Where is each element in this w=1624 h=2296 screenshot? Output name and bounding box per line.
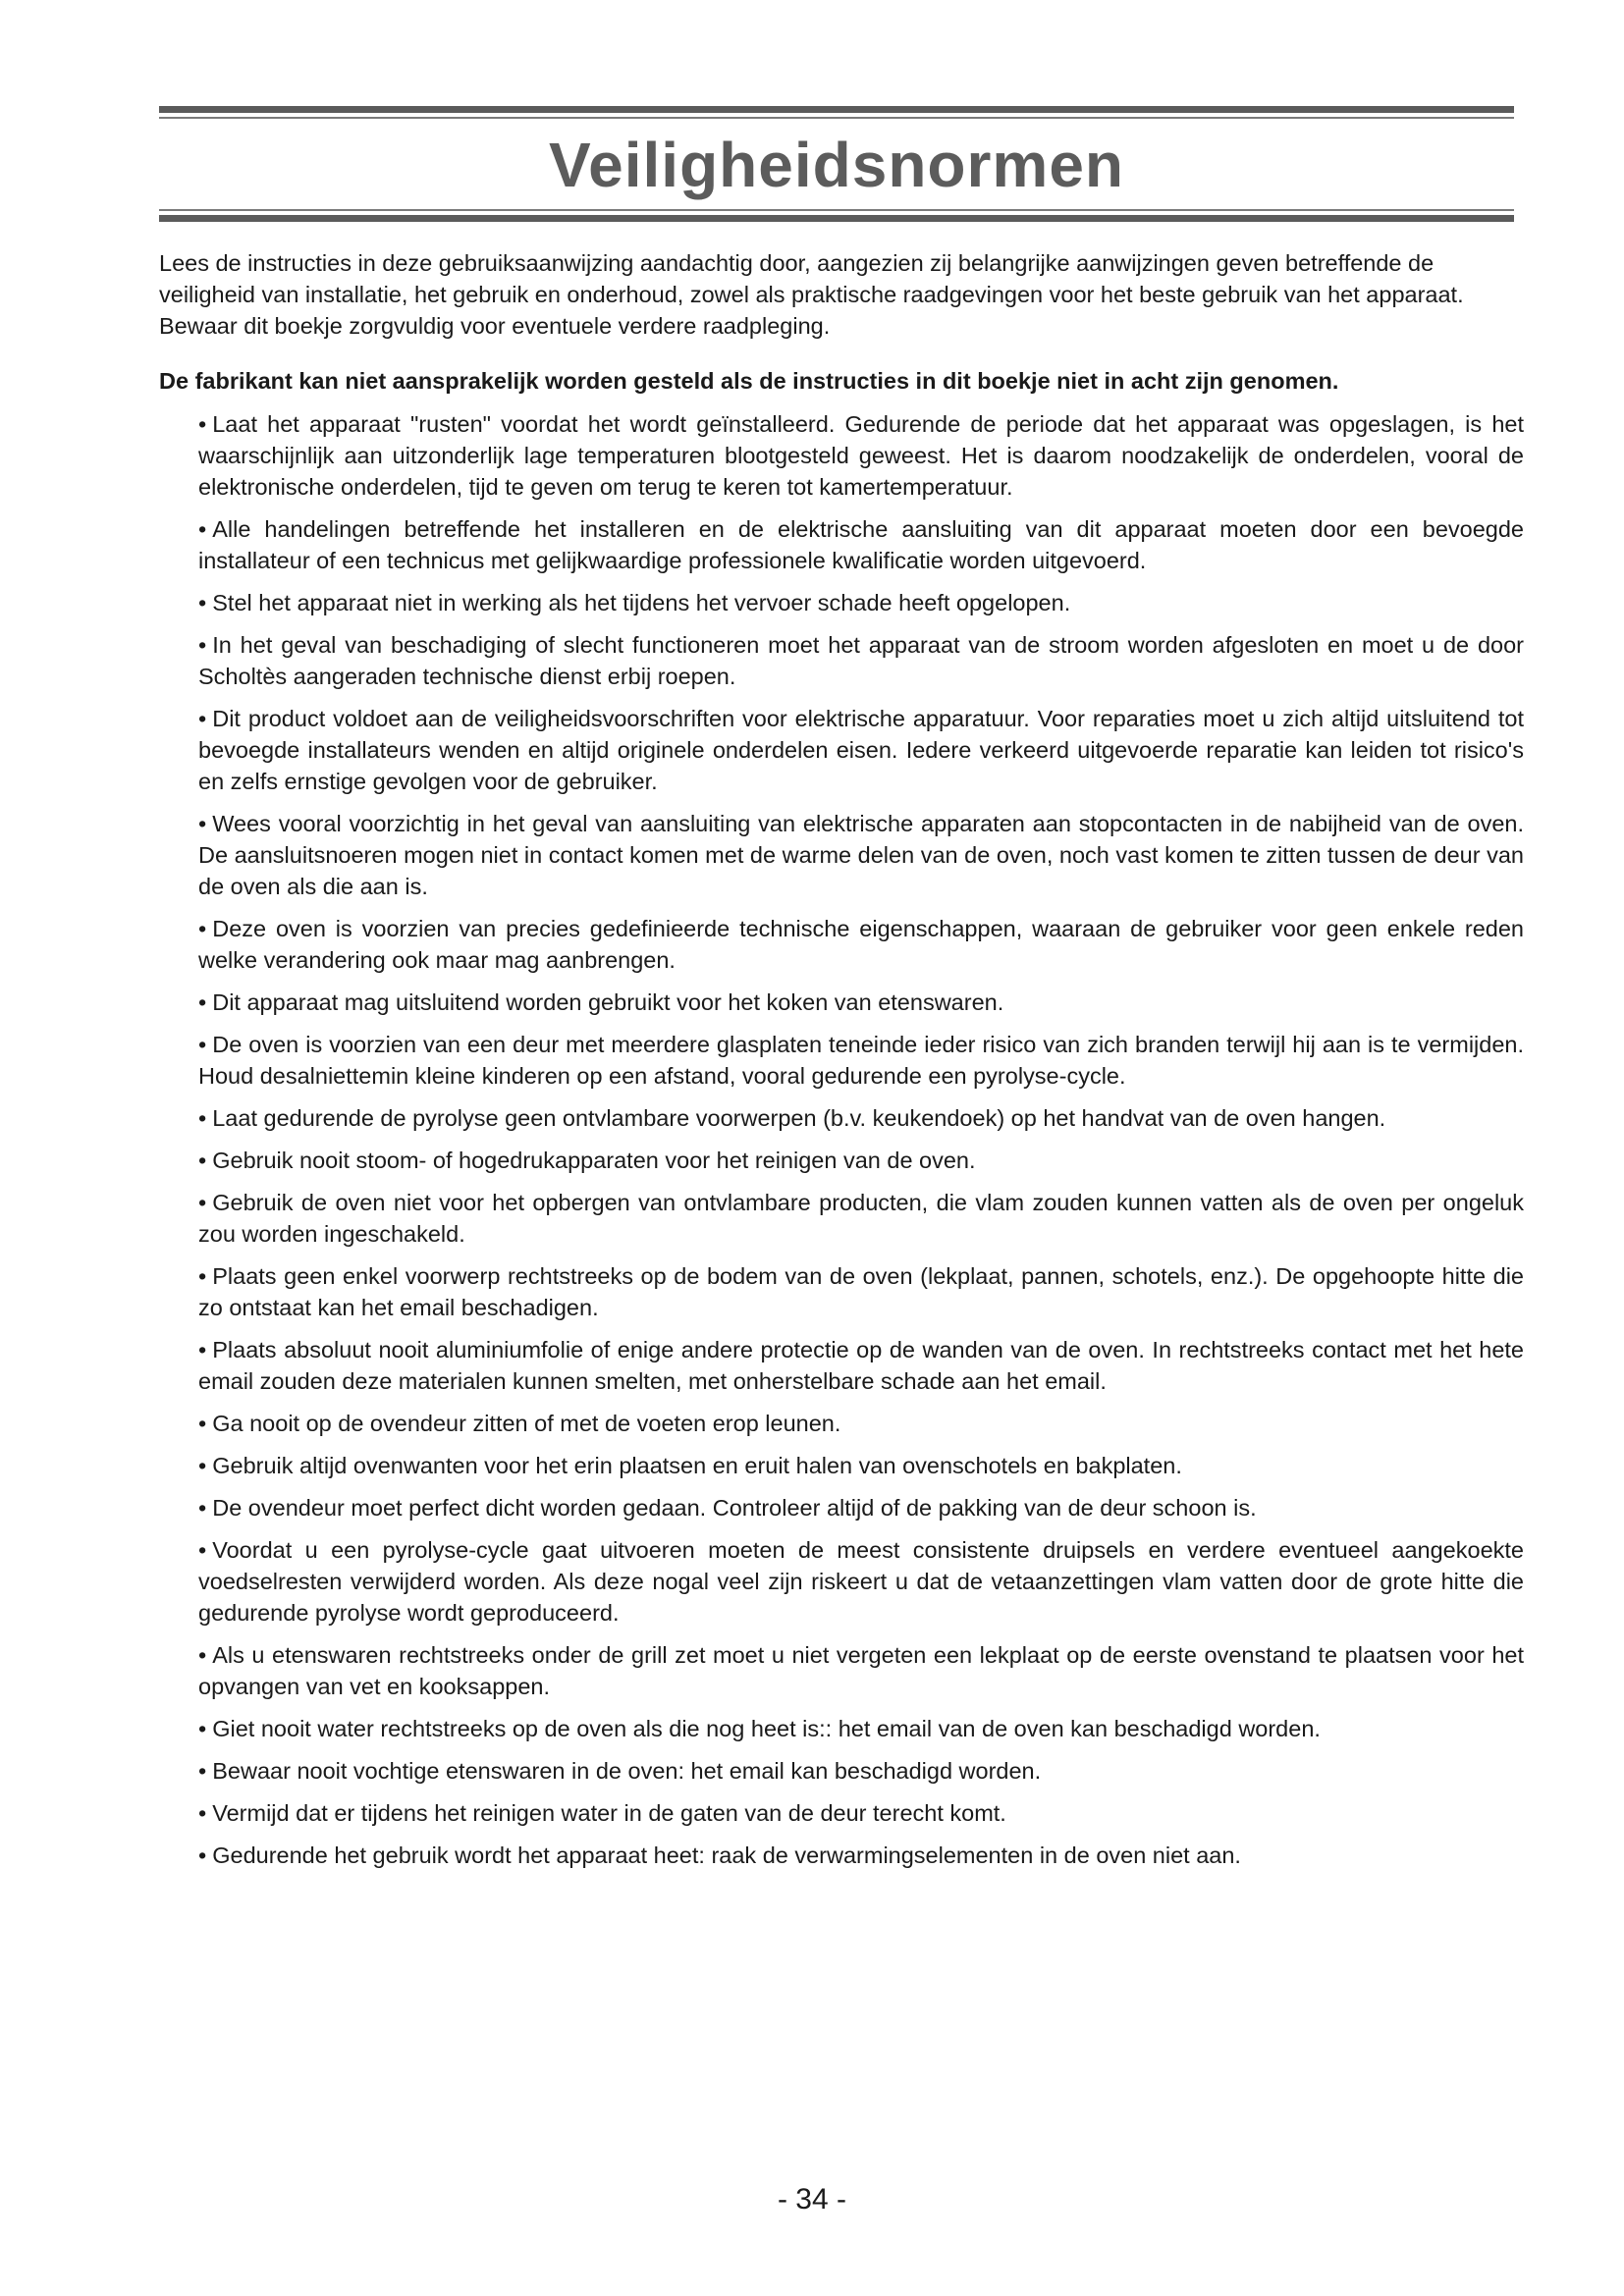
safety-rule-text: Dit apparaat mag uitsluitend worden gebruikt voor het koken van etenswaren. [212,989,1004,1015]
safety-rule-text: Vermijd dat er tijdens het reinigen water in de gaten van de deur terecht komt. [212,1800,1006,1826]
liability-warning: De fabrikant kan niet aansprakelijk worden gesteld als de instructies in dit boekje niet in acht zijn genomen. [159,368,1339,394]
bullet-icon: • [198,516,207,542]
safety-rule-item [198,1797,1524,1829]
safety-rule-item [198,1102,1524,1134]
header-rule-bottom-thick [159,215,1514,222]
safety-rule-item [198,1713,1524,1744]
safety-rule-text: Alle handelingen betreffende het installeren en de elektrische aansluiting van dit apparaat moeten door een bevoegde installateur of een technicus met gelijkwaardige professionele kwalificatie worden uitgevoerd. [198,516,1524,573]
safety-rule-text: Deze oven is voorzien van precies gedefinieerde technische eigenschappen, waaraan de gebruiker voor geen enkele reden welke verandering ook maar mag aanbrengen. [198,916,1524,973]
safety-rule-item [198,587,1524,618]
safety-rule-text: Voordat u een pyrolyse-cycle gaat uitvoeren moeten de meest consistente druipsels en verdere eventueel aangekoekte voedselresten verwijderd worden. Als deze nogal veel zijn riskeert u dat de vetaanzettingen vlam vatten door de grote hitte die gedurende pyrolyse wordt geproduceerd. [198,1537,1524,1626]
safety-rule-text: Bewaar nooit vochtige etenswaren in de oven: het email kan beschadigd worden. [212,1758,1042,1784]
bullet-icon: • [198,590,207,615]
safety-rule-item [198,1840,1524,1871]
safety-rule-text: Wees vooral voorzichtig in het geval van aansluiting van elektrische apparaten aan stopcontacten in de nabijheid van de oven. De aansluitsnoeren mogen niet in contact komen met de warme delen van de oven, noch vast komen te zitten tussen de deur van de oven als die aan is. [198,811,1524,899]
page-header [159,106,1514,222]
safety-rule-item [198,408,1524,503]
safety-rule-item [198,1145,1524,1176]
safety-rule-item [198,629,1524,692]
page-content [159,247,1524,1882]
safety-rule-text: Plaats geen enkel voorwerp rechtstreeks op de bodem van de oven (lekplaat, pannen, schotels, enz.). De opgehoopte hitte die zo ontstaat kan het email beschadigen. [198,1263,1524,1320]
bullet-icon: • [198,916,207,941]
intro-section [159,247,1524,342]
bullet-icon: • [198,1032,207,1057]
safety-rule-item [198,1029,1524,1092]
safety-rule-item [198,1755,1524,1787]
bullet-icon: • [198,1800,207,1826]
safety-rule-text: Plaats absoluut nooit aluminiumfolie of enige andere protectie op de wanden van de oven. In rechtstreeks contact met het hete email zouden deze materialen kunnen smelten, met onherstelbare schade aan het email. [198,1337,1524,1394]
safety-rule-text: Laat gedurende de pyrolyse geen ontvlambare voorwerpen (b.v. keukendoek) op het handvat van de oven hangen. [212,1105,1386,1131]
safety-rule-text: Gebruik de oven niet voor het opbergen van ontvlambare producten, die vlam zouden kunnen vatten als de oven per ongeluk zou worden ingeschakeld. [198,1190,1524,1247]
safety-rule-text: Ga nooit op de ovendeur zitten of met de voeten erop leunen. [212,1411,841,1436]
bullet-icon: • [198,1842,207,1868]
bullet-icon: • [198,411,207,437]
safety-rule-item [198,1639,1524,1702]
intro-paragraph: Bewaar dit boekje zorgvuldig voor eventuele verdere raadpleging. [159,313,831,339]
bullet-icon: • [198,1148,207,1173]
bullet-icon: • [198,1716,207,1741]
safety-rule-text: De ovendeur moet perfect dicht worden gedaan. Controleer altijd of de pakking van de deur schoon is. [212,1495,1257,1521]
intro-paragraph: Lees de instructies in deze gebruiksaanwijzing aandachtig door, aangezien zij belangrijke aanwijzingen geven betreffende de veiligheid van installatie, het gebruik en onderhoud, zowel als praktische raadgevingen voor het beste gebruik van het apparaat. [159,250,1464,307]
bullet-icon: • [198,811,207,836]
safety-rule-item [198,1492,1524,1523]
safety-rule-text: Dit product voldoet aan de veiligheidsvoorschriften voor elektrische apparatuur. Voor reparaties moet u zich altijd uitsluitend tot bevoegde installateurs wenden en altijd originele onderdelen eisen. Iedere verkeerd uitgevoerde reparatie kan leiden tot risico's en zelfs ernstige gevolgen voor de gebruiker. [198,706,1524,794]
safety-rule-item [198,1408,1524,1439]
header-rule-top-thick [159,106,1514,113]
bullet-icon: • [198,1411,207,1436]
page-title: Veiligheidsnormen [548,130,1125,200]
safety-rule-item [198,1260,1524,1323]
page-number: - 34 - [777,2183,847,2216]
bullet-icon: • [198,1453,207,1478]
safety-rule-text: Als u etenswaren rechtstreeks onder de grill zet moet u niet vergeten een lekplaat op de eerste ovenstand te plaatsen voor het opvangen van vet en kooksappen. [198,1642,1524,1699]
bullet-icon: • [198,706,207,731]
safety-rule-item [198,703,1524,797]
safety-rules-list [159,408,1524,1871]
safety-rule-text: Laat het apparaat "rusten" voordat het wordt geïnstalleerd. Gedurende de periode dat het apparaat was opgeslagen, is het waarschijnlijk aan uitzonderlijk lage temperaturen blootgesteld geweest. Het is daarom noodzakelijk de onderdelen, vooral de elektronische onderdelen, tijd te geven om terug te keren tot kamertemperatuur. [198,411,1524,500]
safety-rule-text: Stel het apparaat niet in werking als het tijdens het vervoer schade heeft opgelopen. [212,590,1071,615]
bullet-icon: • [198,1495,207,1521]
safety-rule-text: Gebruik altijd ovenwanten voor het erin plaatsen en eruit halen van ovenschotels en bakplaten. [212,1453,1182,1478]
bullet-icon: • [198,1537,207,1563]
safety-rule-item [198,1187,1524,1250]
safety-rule-text: Gebruik nooit stoom- of hogedrukapparaten voor het reinigen van de oven. [212,1148,976,1173]
safety-rule-item [198,987,1524,1018]
bullet-icon: • [198,1263,207,1289]
safety-rule-text: Gedurende het gebruik wordt het apparaat heet: raak de verwarmingselementen in de oven niet aan. [212,1842,1241,1868]
safety-rule-text: In het geval van beschadiging of slecht functioneren moet het apparaat van de stroom worden afgesloten en moet u de door Scholtès aangeraden technische dienst erbij roepen. [198,632,1524,689]
safety-rule-item [198,1334,1524,1397]
safety-rule-item [198,808,1524,902]
safety-rule-item [198,1534,1524,1629]
bullet-icon: • [198,989,207,1015]
bullet-icon: • [198,1337,207,1362]
safety-rule-item [198,913,1524,976]
bullet-icon: • [198,1642,207,1668]
safety-rule-item [198,1450,1524,1481]
safety-rule-text: Giet nooit water rechtstreeks op de oven als die nog heet is:: het email van de oven kan beschadigd worden. [212,1716,1321,1741]
safety-rule-text: De oven is voorzien van een deur met meerdere glasplaten teneinde ieder risico van zich branden terwijl hij aan is te vermijden. Houd desalniettemin kleine kinderen op een afstand, vooral gedurende een pyrolyse-cycle. [198,1032,1524,1089]
bullet-icon: • [198,1105,207,1131]
safety-rule-item [198,513,1524,576]
header-rule-bottom-thin [159,209,1514,211]
bullet-icon: • [198,632,207,658]
bullet-icon: • [198,1758,207,1784]
bullet-icon: • [198,1190,207,1215]
